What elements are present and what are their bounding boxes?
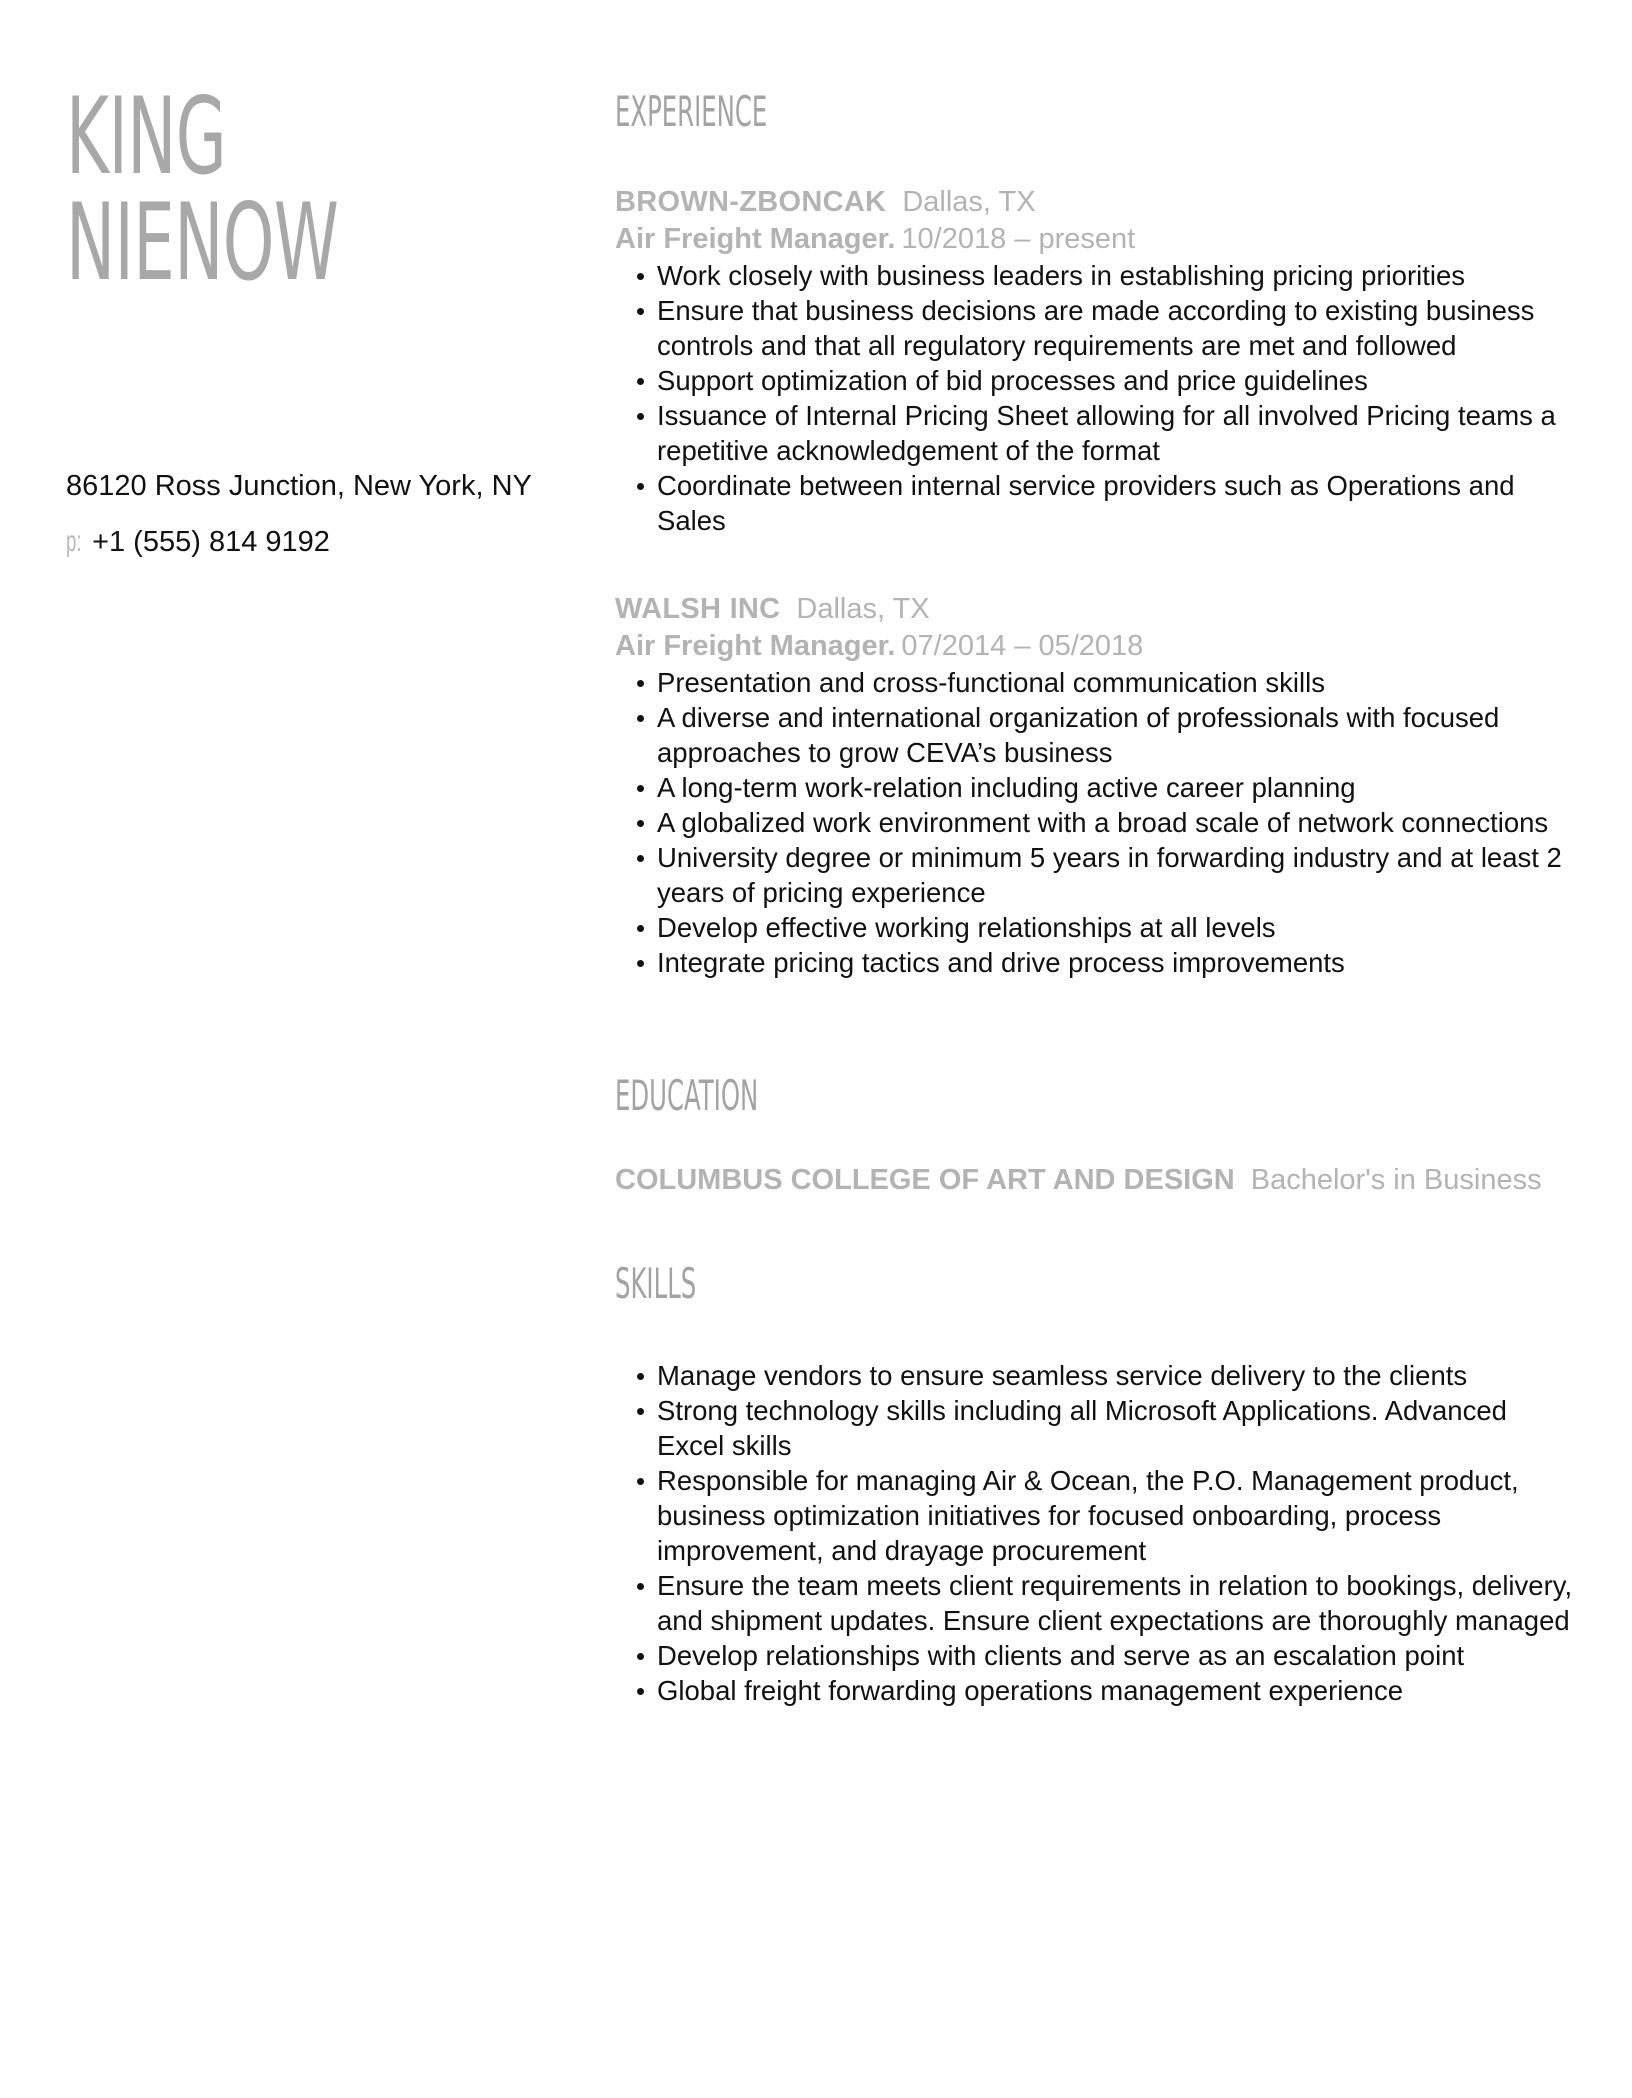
- list-item: University degree or minimum 5 years in forwarding industry and at least 2 years of pricing experience: [657, 840, 1575, 910]
- job-header: [615, 184, 1575, 220]
- job-bullets: [615, 665, 1575, 980]
- job-title: Air Freight Manager.: [615, 223, 896, 255]
- phone-row: [66, 522, 532, 562]
- job-title-row: [615, 220, 1575, 258]
- job-dates: 10/2018 – present: [901, 223, 1136, 255]
- name-block: [66, 75, 566, 304]
- experience-section: [615, 86, 1575, 980]
- education-entry: [615, 1162, 1575, 1198]
- list-item: Presentation and cross-functional communication skills: [657, 665, 1575, 700]
- company-name: WALSH INC: [615, 593, 781, 625]
- phone-number: +1 (555) 814 9192: [92, 526, 330, 558]
- list-item: A globalized work environment with a broad scale of network connections: [657, 805, 1575, 840]
- address: 86120 Ross Junction, New York, NY: [66, 470, 532, 502]
- list-item: Integrate pricing tactics and drive process improvements: [657, 945, 1575, 980]
- list-item: Manage vendors to ensure seamless service delivery to the clients: [657, 1358, 1575, 1393]
- school-name: COLUMBUS COLLEGE OF ART AND DESIGN: [615, 1164, 1235, 1196]
- list-item: Global freight forwarding operations management experience: [657, 1673, 1575, 1708]
- skills-list: [615, 1358, 1575, 1708]
- skills-section: [615, 1258, 1575, 1708]
- list-item: Develop relationships with clients and serve as an escalation point: [657, 1638, 1575, 1673]
- contact-info: [66, 466, 532, 562]
- list-item: Coordinate between internal service providers such as Operations and Sales: [657, 468, 1575, 538]
- first-name: KING: [66, 75, 227, 198]
- job-header: [615, 591, 1575, 627]
- job-location: Dallas, TX: [796, 593, 930, 625]
- list-item: Ensure the team meets client requirements in relation to bookings, delivery, and shipment updates. Ensure client expectations are thoroughly managed: [657, 1568, 1575, 1638]
- company-name: BROWN-ZBONCAK: [615, 186, 887, 218]
- job-location: Dallas, TX: [902, 186, 1036, 218]
- list-item: Ensure that business decisions are made according to existing business controls and that all regulatory requirements are met and followed: [657, 293, 1575, 363]
- list-item: Work closely with business leaders in establishing pricing priorities: [657, 258, 1575, 293]
- list-item: Support optimization of bid processes and price guidelines: [657, 363, 1575, 398]
- experience-heading: EXPERIENCE: [615, 87, 768, 136]
- main-content: [615, 86, 1575, 1708]
- job-entry: [615, 184, 1575, 538]
- education-section: [615, 1070, 1575, 1198]
- phone-prefix: p:: [66, 525, 82, 558]
- job-title: Air Freight Manager.: [615, 630, 896, 662]
- job-entry: [615, 591, 1575, 980]
- skills-heading: SKILLS: [615, 1259, 697, 1308]
- degree: Bachelor's in Business: [1250, 1164, 1542, 1196]
- last-name: NIENOW: [66, 181, 339, 304]
- job-title-row: [615, 627, 1575, 665]
- list-item: Strong technology skills including all Microsoft Applications. Advanced Excel skills: [657, 1393, 1575, 1463]
- job-bullets: [615, 258, 1575, 538]
- job-dates: 07/2014 – 05/2018: [901, 630, 1144, 662]
- list-item: Responsible for managing Air & Ocean, the P.O. Management product, business optimization initiatives for focused onboarding, process improvement, and drayage procurement: [657, 1463, 1575, 1568]
- list-item: A diverse and international organization of professionals with focused approaches to grow CEVA’s business: [657, 700, 1575, 770]
- list-item: A long-term work-relation including active career planning: [657, 770, 1575, 805]
- list-item: Develop effective working relationships at all levels: [657, 910, 1575, 945]
- list-item: Issuance of Internal Pricing Sheet allowing for all involved Pricing teams a repetitive acknowledgement of the format: [657, 398, 1575, 468]
- education-heading: EDUCATION: [615, 1071, 759, 1120]
